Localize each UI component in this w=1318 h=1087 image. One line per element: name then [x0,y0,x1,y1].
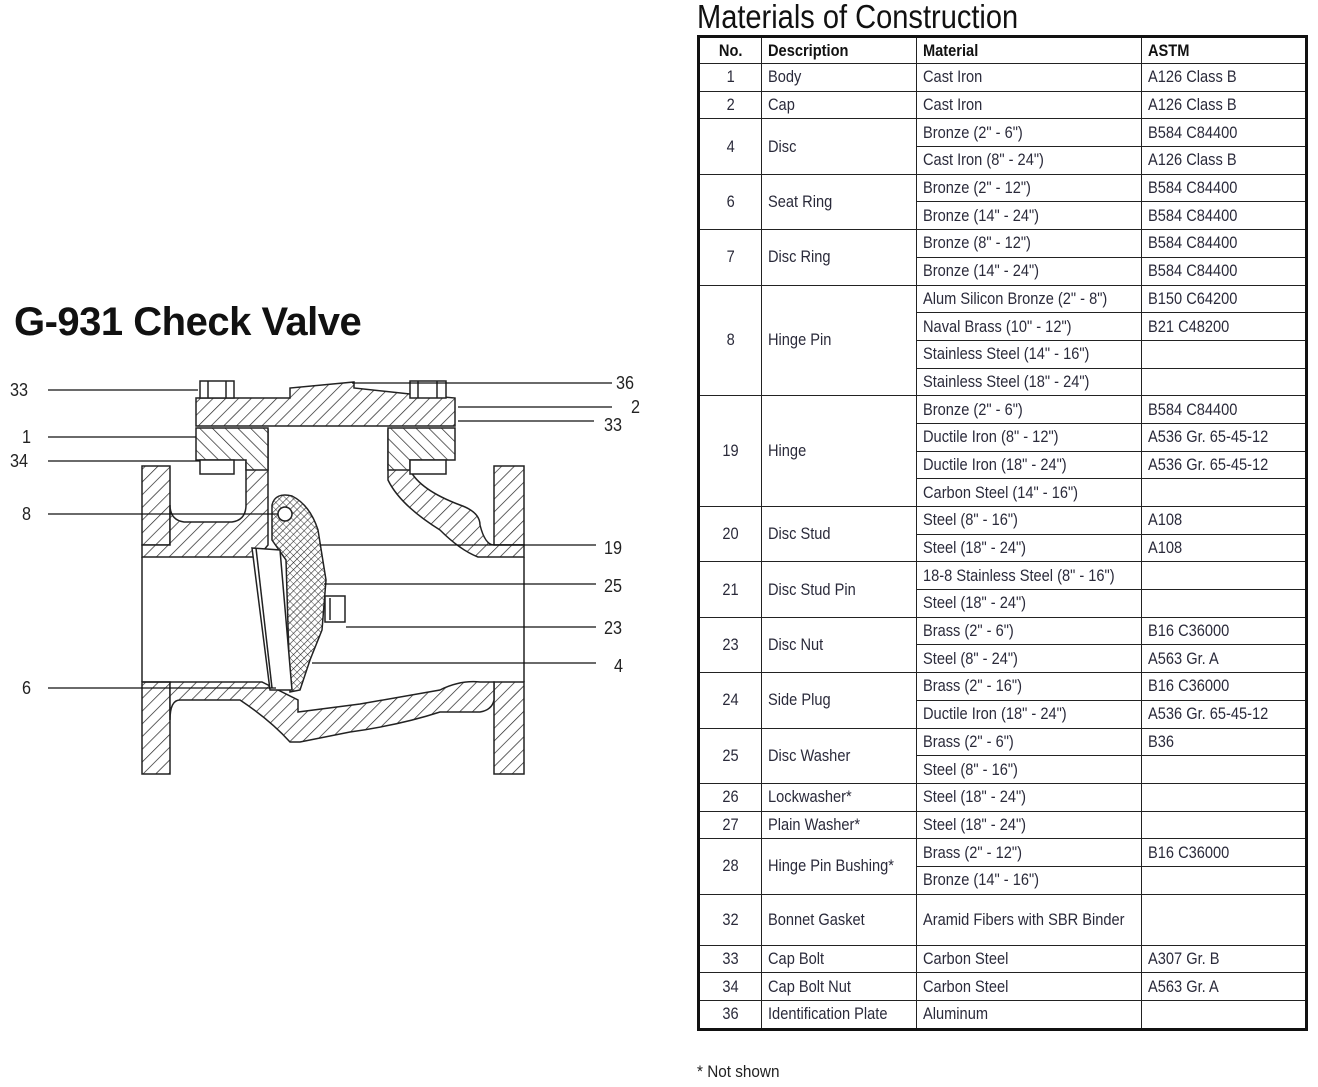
cell-material: Naval Brass (10" - 12") [917,313,1142,341]
callout-label: 6 [22,678,32,698]
cell-astm: A536 Gr. 65-45-12 [1142,451,1307,479]
cell-part-number: 28 [699,839,762,894]
cell-description: Cap [762,91,917,119]
cell-astm: B16 C36000 [1142,673,1307,701]
table-row [699,174,1307,202]
cell-description: Identification Plate [762,1001,917,1030]
cell-material: Stainless Steel (18" - 24") [917,368,1142,396]
cell-material: Brass (2" - 16") [917,673,1142,701]
cell-material: Carbon Steel [917,973,1142,1001]
cell-description: Lockwasher* [762,783,917,811]
callout-label: 8 [22,504,32,524]
cell-astm [1142,783,1307,811]
cell-astm [1142,866,1307,894]
cell-part-number: 26 [699,783,762,811]
table-row [699,64,1307,92]
cell-description: Bonnet Gasket [762,894,917,945]
cell-material: Steel (18" - 24") [917,811,1142,839]
cell-material: Ductile Iron (18" - 24") [917,700,1142,728]
cell-description: Hinge [762,396,917,507]
cell-part-number: 23 [699,617,762,672]
cell-material: Aramid Fibers with SBR Binder [917,894,1142,945]
cell-material: Brass (2" - 6") [917,617,1142,645]
cell-part-number: 25 [699,728,762,783]
cell-part-number: 34 [699,973,762,1001]
cell-astm: B584 C84400 [1142,202,1307,230]
cell-astm [1142,811,1307,839]
table-row [699,973,1307,1001]
materials-title: Materials of Construction [697,0,1019,35]
cell-part-number: 27 [699,811,762,839]
cell-astm: B16 C36000 [1142,617,1307,645]
cell-description: Disc Stud [762,507,917,562]
cell-astm [1142,756,1307,784]
cell-astm [1142,894,1307,945]
cell-description: Seat Ring [762,174,917,229]
table-row [699,507,1307,535]
table-row [699,783,1307,811]
cell-description: Disc Ring [762,230,917,285]
cell-astm: A563 Gr. A [1142,973,1307,1001]
cell-astm: A563 Gr. A [1142,645,1307,673]
cell-material: Bronze (8" - 12") [917,230,1142,258]
cell-part-number: 24 [699,673,762,728]
cell-material: Steel (8" - 24") [917,645,1142,673]
cell-astm: B16 C36000 [1142,839,1307,867]
cell-astm: B584 C84400 [1142,119,1307,147]
cell-part-number: 32 [699,894,762,945]
cell-material: Steel (18" - 24") [917,783,1142,811]
cell-description: Disc Nut [762,617,917,672]
materials-table [697,35,1308,1031]
cell-material: Steel (8" - 16") [917,507,1142,535]
table-row [699,285,1307,313]
cell-material: Alum Silicon Bronze (2" - 8") [917,285,1142,313]
cell-astm: B21 C48200 [1142,313,1307,341]
cell-material: Carbon Steel (14" - 16") [917,479,1142,507]
table-row [699,396,1307,424]
cell-description: Plain Washer* [762,811,917,839]
cell-material: Cast Iron (8" - 24") [917,147,1142,175]
cell-astm: A108 [1142,534,1307,562]
table-row [699,119,1307,147]
callout-label: 23 [604,618,623,638]
table-row [699,945,1307,973]
cell-part-number: 36 [699,1001,762,1030]
cell-astm: A108 [1142,507,1307,535]
cell-description: Disc Stud Pin [762,562,917,617]
cell-description: Hinge Pin [762,285,917,396]
cell-astm: A126 Class B [1142,91,1307,119]
cell-astm [1142,562,1307,590]
cell-material: Bronze (14" - 24") [917,257,1142,285]
table-row [699,1001,1307,1030]
cell-astm [1142,479,1307,507]
cell-material: Brass (2" - 6") [917,728,1142,756]
cell-material: Steel (18" - 24") [917,590,1142,618]
cell-material: Cast Iron [917,91,1142,119]
cell-description: Hinge Pin Bushing* [762,839,917,894]
table-row [699,728,1307,756]
materials-table-body [699,64,1307,1030]
table-row [699,673,1307,701]
cell-material: Cast Iron [917,64,1142,92]
cell-part-number: 4 [699,119,762,174]
cell-part-number: 6 [699,174,762,229]
callout-label: 25 [604,576,623,596]
cell-astm: B584 C84400 [1142,257,1307,285]
cell-part-number: 21 [699,562,762,617]
cell-material: 18-8 Stainless Steel (8" - 16") [917,562,1142,590]
cell-astm: B150 C64200 [1142,285,1307,313]
cell-description: Disc [762,119,917,174]
cell-material: Stainless Steel (14" - 16") [917,340,1142,368]
cell-material: Brass (2" - 12") [917,839,1142,867]
cell-material: Ductile Iron (18" - 24") [917,451,1142,479]
cell-description: Body [762,64,917,92]
cell-part-number: 19 [699,396,762,507]
cell-astm: B584 C84400 [1142,230,1307,258]
table-row [699,617,1307,645]
cell-description: Cap Bolt [762,945,917,973]
table-row [699,230,1307,258]
column-header-material: Material [917,37,1142,64]
cell-astm: B584 C84400 [1142,396,1307,424]
callout-label: 19 [604,538,623,558]
cell-description: Disc Washer [762,728,917,783]
callout-label: 2 [631,397,641,417]
cell-material: Ductile Iron (8" - 12") [917,423,1142,451]
cell-astm: A307 Gr. B [1142,945,1307,973]
column-header-description: Description [762,37,917,64]
cell-material: Bronze (14" - 24") [917,202,1142,230]
callout-label: 33 [604,415,623,435]
product-title: G-931 Check Valve [14,300,362,344]
callout-label: 36 [616,373,635,393]
cell-astm: A126 Class B [1142,64,1307,92]
cell-material: Bronze (2" - 6") [917,396,1142,424]
cell-material: Carbon Steel [917,945,1142,973]
table-row [699,839,1307,867]
callout-label: 34 [10,451,29,471]
cell-description: Side Plug [762,673,917,728]
cell-material: Aluminum [917,1001,1142,1030]
cell-part-number: 20 [699,507,762,562]
column-header-no: No. [699,37,762,64]
cell-material: Steel (8" - 16") [917,756,1142,784]
cell-astm [1142,590,1307,618]
cell-astm [1142,340,1307,368]
footnote: * Not shown [697,1062,780,1081]
cell-description: Cap Bolt Nut [762,973,917,1001]
cell-astm: A536 Gr. 65-45-12 [1142,700,1307,728]
cell-material: Bronze (14" - 16") [917,866,1142,894]
callout-label: 1 [22,427,32,447]
table-row [699,562,1307,590]
table-row [699,894,1307,945]
cell-material: Bronze (2" - 12") [917,174,1142,202]
cell-part-number: 1 [699,64,762,92]
cell-astm: A536 Gr. 65-45-12 [1142,423,1307,451]
valve-cross-section-diagram [0,360,660,790]
cell-part-number: 8 [699,285,762,396]
cell-part-number: 7 [699,230,762,285]
cell-material: Steel (18" - 24") [917,534,1142,562]
cell-astm [1142,1001,1307,1030]
cell-astm: B584 C84400 [1142,174,1307,202]
table-row [699,91,1307,119]
cell-part-number: 33 [699,945,762,973]
table-header-row [699,37,1307,64]
column-header-astm: ASTM [1142,37,1307,64]
cell-astm: A126 Class B [1142,147,1307,175]
cell-astm: B36 [1142,728,1307,756]
cell-astm [1142,368,1307,396]
cell-material: Bronze (2" - 6") [917,119,1142,147]
cell-part-number: 2 [699,91,762,119]
callout-label: 4 [614,656,624,676]
table-row [699,811,1307,839]
callout-label: 33 [10,380,29,400]
